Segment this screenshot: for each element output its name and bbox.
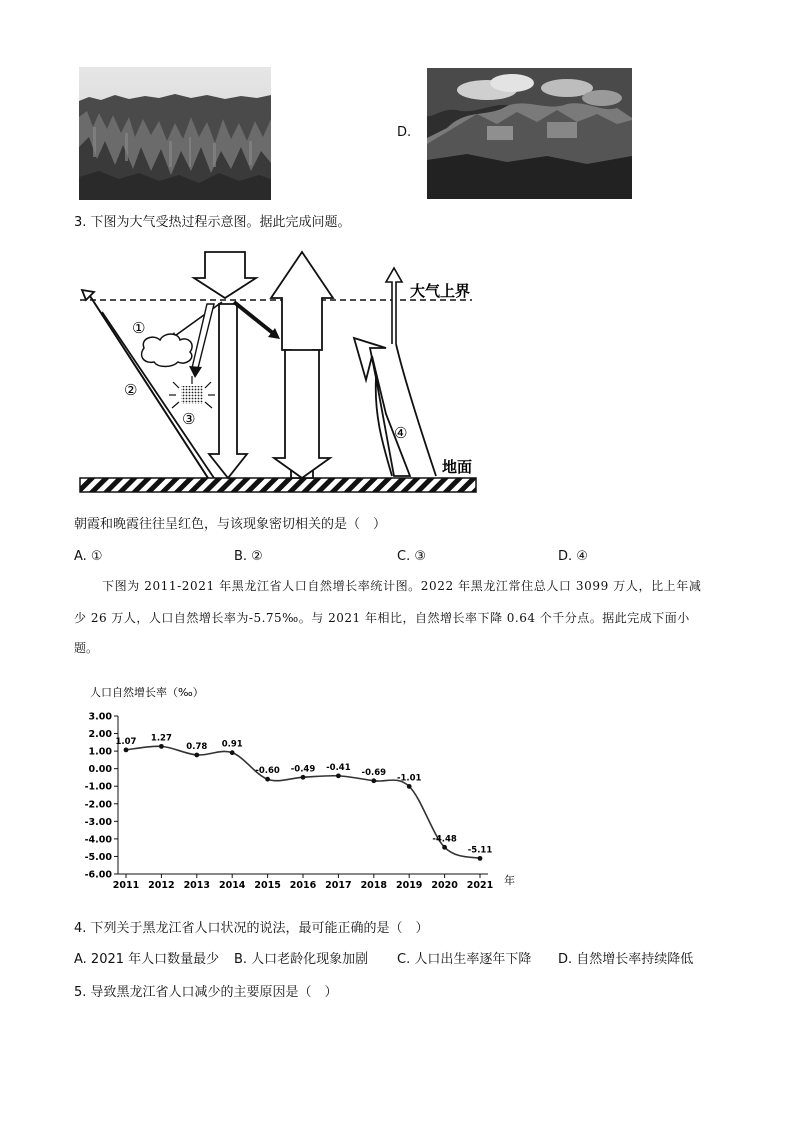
chart-point — [230, 750, 235, 755]
chart-y-tick-label: 0.00 — [88, 764, 112, 776]
q3-option-b: B. ② — [234, 549, 263, 564]
label-atmosphere-top: 大气上界 — [410, 282, 471, 300]
chart-data-label: -5.11 — [467, 845, 493, 856]
chart-x-tick-label: 2015 — [254, 880, 281, 891]
chart-data-label: 0.91 — [221, 739, 243, 750]
q4-option-c: C. 人口出生率逐年下降 — [397, 952, 532, 967]
chart-point — [336, 773, 341, 778]
q4-stem: 4. 下列关于黑龙江省人口状况的说法，最可能正确的是（ ） — [74, 921, 429, 936]
chart-point — [194, 753, 199, 758]
chart-y-tick-label: 1.00 — [88, 746, 112, 758]
q4-option-d: D. 自然增长率持续降低 — [558, 952, 694, 967]
chart-data-label: -0.69 — [361, 767, 387, 778]
chart-point — [265, 777, 270, 782]
chart-data-label: 1.27 — [150, 733, 172, 744]
chart-data-label: -0.60 — [255, 766, 280, 777]
chart-x-tick-label: 2021 — [466, 880, 494, 891]
chart-y-tick-label: -5.00 — [84, 851, 112, 863]
marker-4: ④ — [394, 424, 408, 442]
q4-option-a: A. 2021 年人口数量最少 — [74, 952, 220, 967]
passage-line-2: 少 26 万人，人口自然增长率为-5.75‰。与 2021 年相比，自然增长率下降 0.64 个千分点。据此完成下面小 — [74, 611, 690, 625]
q3-stem: 3. 下图为大气受热过程示意图。据此完成问题。 — [74, 215, 351, 230]
chart-y-tick-label: 2.00 — [88, 729, 112, 741]
chart-x-unit: 年 — [504, 874, 515, 887]
chart-data-label: 0.78 — [186, 741, 208, 752]
chart-series-line — [126, 746, 480, 858]
chart-x-tick-label: 2019 — [395, 880, 423, 891]
q4-option-b: B. 人口老龄化现象加剧 — [234, 952, 369, 967]
chart-point — [371, 778, 376, 783]
stone-forest-photo — [79, 67, 271, 200]
marker-3: ③ — [182, 410, 196, 428]
chart-data-label: -0.41 — [326, 762, 351, 773]
chart-y-tick-label: -6.00 — [84, 869, 112, 881]
cloud-landscape-photo — [427, 68, 632, 199]
chart-point — [407, 784, 412, 789]
chart-x-tick-label: 2014 — [218, 880, 246, 891]
chart-x-tick-label: 2016 — [289, 880, 317, 891]
marker-2: ② — [124, 381, 138, 399]
chart-x-tick-label: 2011 — [112, 880, 140, 891]
chart-y-tick-label: -4.00 — [84, 834, 112, 846]
marker-1: ① — [132, 319, 146, 337]
chart-x-tick-label: 2017 — [325, 880, 352, 891]
option-d-label: D. — [397, 125, 412, 140]
chart-point — [478, 856, 483, 861]
chart-y-tick-label: -2.00 — [84, 799, 112, 811]
chart-x-tick-label: 2020 — [431, 880, 458, 891]
q3-option-d: D. ④ — [558, 549, 588, 564]
chart-x-tick-label: 2012 — [148, 880, 175, 891]
chart-data-label: -4.48 — [432, 834, 457, 845]
chart-y-tick-label: -3.00 — [84, 816, 112, 828]
passage-line-3: 题。 — [74, 641, 99, 655]
chart-data-label: 1.07 — [115, 736, 137, 747]
q5-stem: 5. 导致黑龙江省人口减少的主要原因是（ ） — [74, 985, 338, 1000]
atmosphere-heating-diagram — [74, 238, 484, 498]
chart-point — [301, 775, 306, 780]
chart-y-tick-label: 3.00 — [88, 711, 112, 723]
q3-option-a: A. ① — [74, 549, 103, 564]
chart-point — [159, 744, 164, 749]
chart-x-tick-label: 2018 — [360, 880, 388, 891]
chart-title: 人口自然增长率（‰） — [90, 686, 204, 699]
q3-question: 朝霞和晚霞往往呈红色，与该现象密切相关的是（ ） — [74, 517, 387, 532]
q3-option-c: C. ③ — [397, 549, 426, 564]
chart-point — [124, 747, 129, 752]
passage-line-1: 下图为 2011-2021 年黑龙江省人口自然增长率统计图。2022 年黑龙江常住总人口 3099 万人，比上年减 — [102, 579, 702, 593]
chart-point — [442, 845, 447, 850]
population-growth-chart — [76, 682, 526, 894]
chart-x-tick-label: 2013 — [183, 880, 211, 891]
chart-y-tick-label: -1.00 — [84, 781, 112, 793]
chart-data-label: -1.01 — [396, 773, 422, 784]
label-ground: 地面 — [442, 458, 473, 476]
chart-data-label: -0.49 — [290, 764, 316, 775]
